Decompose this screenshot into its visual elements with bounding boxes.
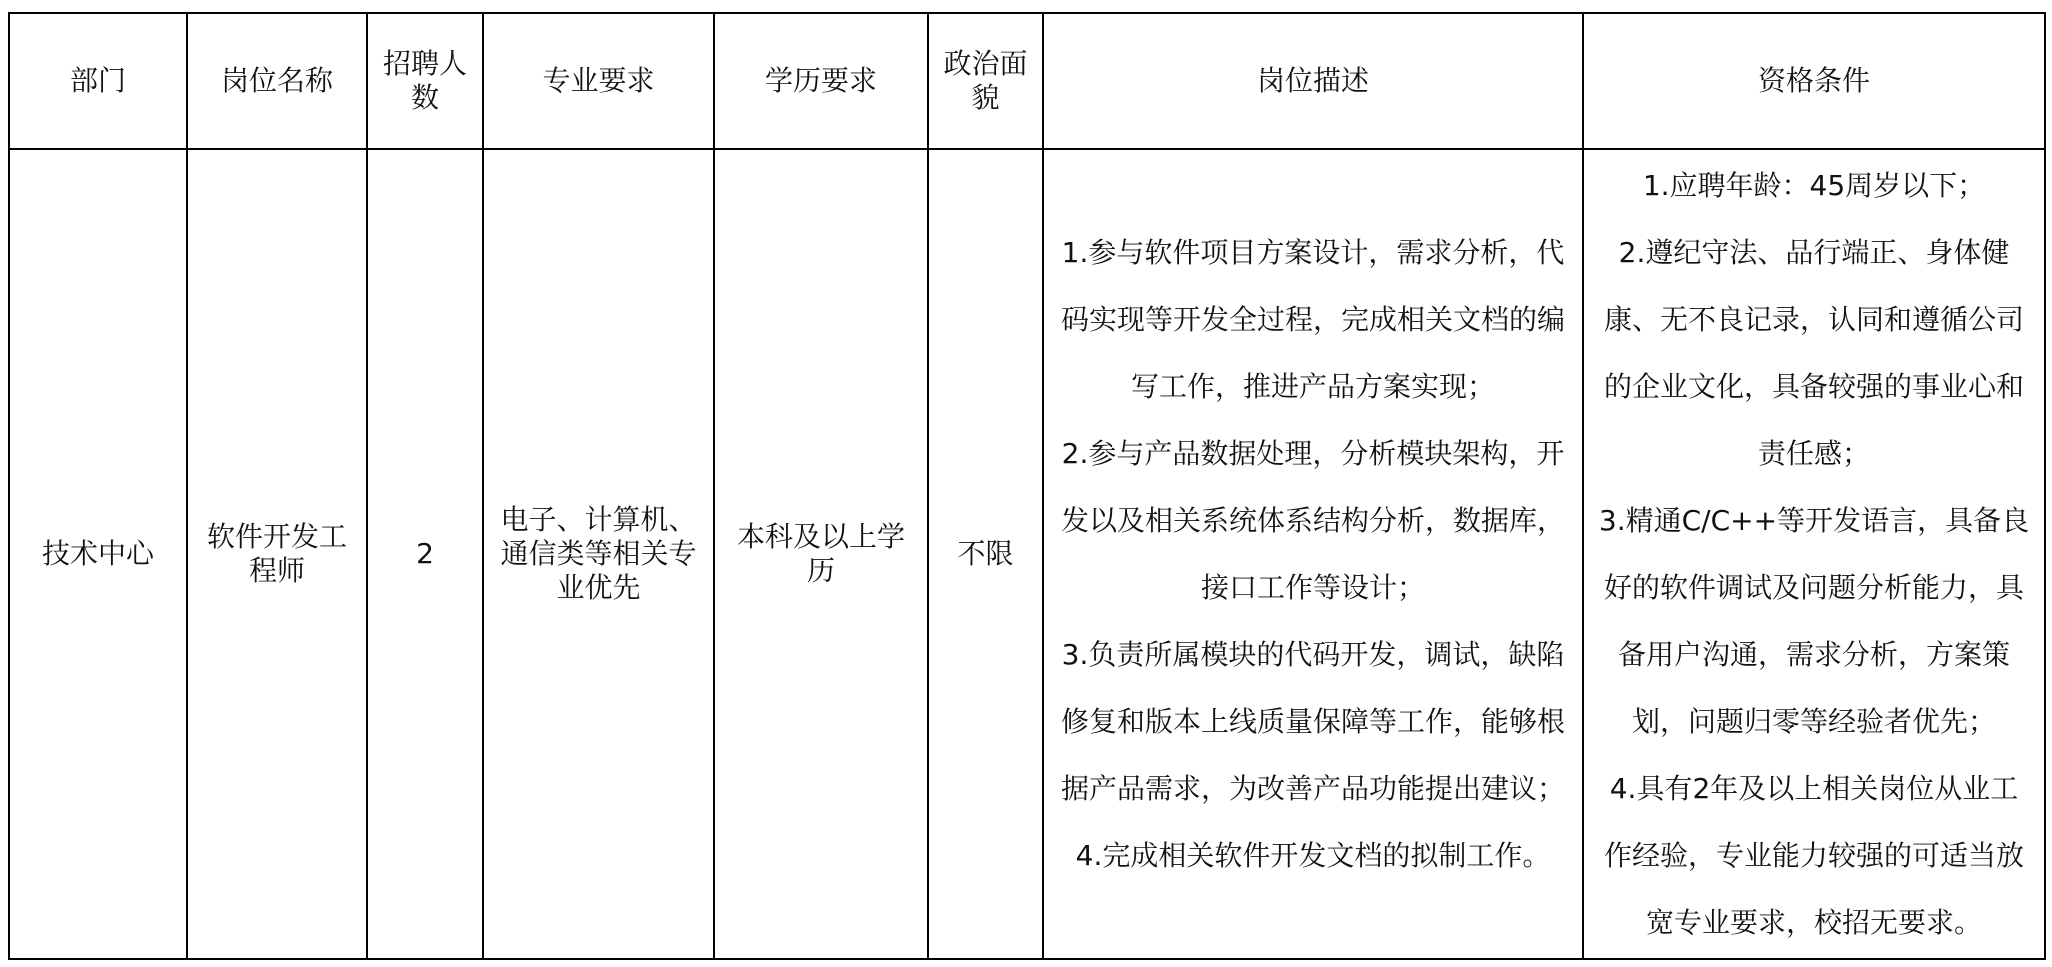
header-major: 专业要求 [483, 13, 714, 149]
cell-department: 技术中心 [9, 149, 187, 959]
header-education: 学历要求 [714, 13, 928, 149]
cell-major: 电子、计算机、通信类等相关专业优先 [483, 149, 714, 959]
cell-position: 软件开发工程师 [187, 149, 367, 959]
header-headcount: 招聘人数 [367, 13, 483, 149]
recruitment-table [8, 12, 2046, 960]
description-item: 3.负责所属模块的代码开发，调试，缺陷修复和版本上线质量保障等工作，能够根据产品需求，为改善产品功能提出建议； [1060, 638, 1565, 805]
cell-headcount: 2 [367, 149, 483, 959]
description-item: 2.参与产品数据处理，分析模块架构，开发以及相关系统体系结构分析，数据库，接口工作等设计； [1060, 437, 1565, 604]
qualification-item: 1.应聘年龄：45周岁以下； [1642, 169, 1986, 202]
cell-description [1043, 149, 1583, 959]
header-qualification: 资格条件 [1583, 13, 2045, 149]
header-political: 政治面貌 [928, 13, 1043, 149]
header-row [9, 13, 2045, 149]
table-row [9, 149, 2045, 959]
header-department: 部门 [9, 13, 187, 149]
qualification-item: 2.遵纪守法、品行端正、身体健康、无不良记录，认同和遵循公司的企业文化，具备较强的事业心和责任感； [1603, 236, 2024, 470]
cell-political: 不限 [928, 149, 1043, 959]
qualification-item: 3.精通C/C++等开发语言，具备良好的软件调试及问题分析能力，具备用户沟通，需求分析，方案策划，问题归零等经验者优先； [1598, 504, 2030, 738]
description-item: 1.参与软件项目方案设计，需求分析，代码实现等开发全过程，完成相关文档的编写工作，推进产品方案实现； [1060, 236, 1565, 403]
description-item: 4.完成相关软件开发文档的拟制工作。 [1075, 839, 1551, 872]
qualification-item: 4.具有2年及以上相关岗位从业工作经验，专业能力较强的可适当放宽专业要求，校招无要求。 [1603, 772, 2024, 939]
cell-qualification [1583, 149, 2045, 959]
cell-education: 本科及以上学历 [714, 149, 928, 959]
header-position: 岗位名称 [187, 13, 367, 149]
recruitment-sheet [8, 12, 2046, 960]
header-description: 岗位描述 [1043, 13, 1583, 149]
